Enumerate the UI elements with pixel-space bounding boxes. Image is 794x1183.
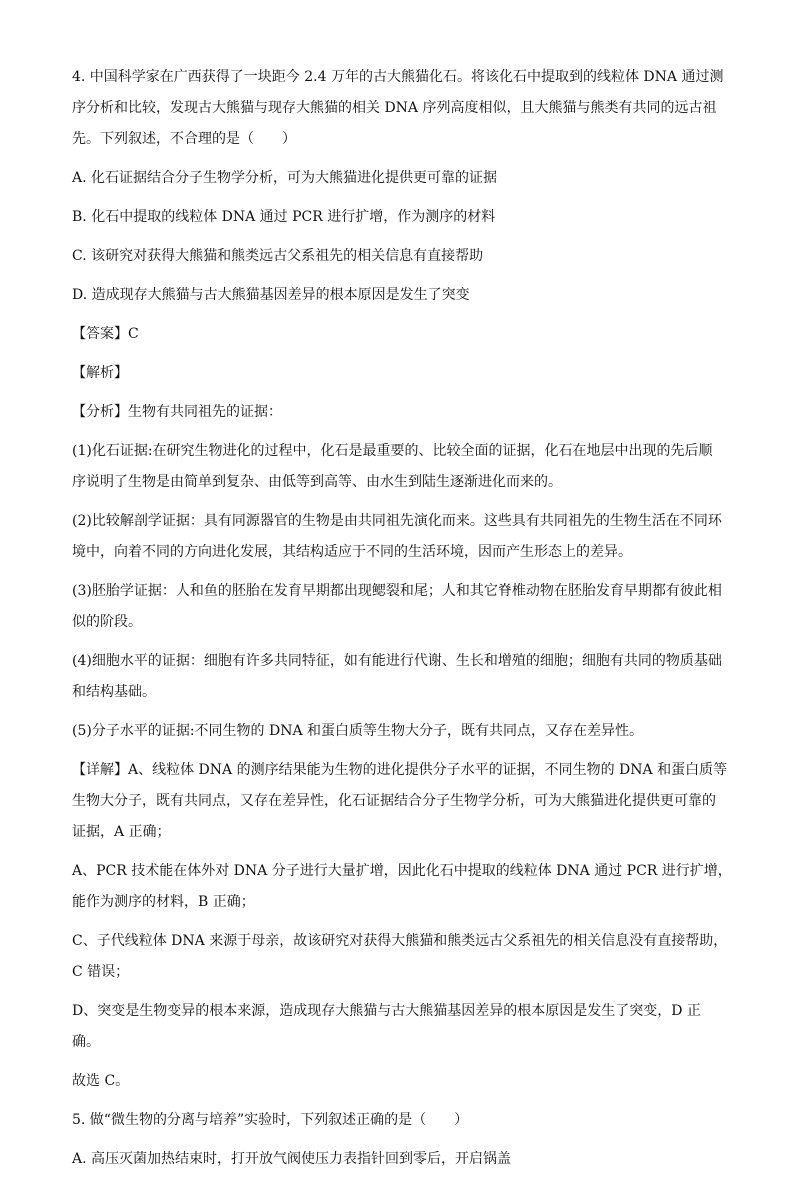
analysis-line: (2)比较解剖学证据：具有同源器官的生物是由共同祖先演化而来。这些具有共同祖先的生物生活在不同环 (72, 513, 722, 529)
detail-c (72, 926, 728, 988)
analysis-point-2 (72, 506, 724, 568)
analysis-line: (1)化石证据:在研究生物进化的过程中，化石是最重要的、比较全面的证据，化石在地层中出现的先后顺 (72, 443, 713, 459)
detail-block (72, 755, 732, 1097)
question-4-option-d: D. 造成现存大熊猫与古大熊猫基因差异的根本原因是发生了突变 (72, 287, 470, 303)
analysis-line: (4)细胞水平的证据：细胞有许多共同特征，如有能进行代谢、生长和增殖的细胞；细胞有共同的物质基础 (72, 653, 722, 669)
detail-line: 生物大分子，既有共同点，又存在差异性，化石证据结合分子生物学分析，可为大熊猫进化提供更可靠的 (72, 793, 716, 809)
question-4-stem-line: 序分析和比较，发现古大熊猫与现存大熊猫的相关 DNA 序列高度相似，且大熊猫与熊类有共同的远古祖 (72, 100, 717, 116)
detail-a (72, 755, 728, 848)
page-content (72, 62, 732, 1183)
detail-d (72, 996, 724, 1058)
question-5-stem: 5. 做“微生物的分离与培养”实验时，下列叙述正确的是（ ） (72, 1112, 469, 1128)
analysis-heading: 【解析】 (72, 365, 128, 381)
detail-line: C 错误； (72, 964, 130, 980)
detail-line: 能作为测序的材料，B 正确； (72, 894, 255, 910)
detail-line: 确。 (72, 1034, 100, 1050)
detail-line: D、突变是生物变异的根本来源，造成现存大熊猫与古大熊猫基因差异的根本原因是发生了突变，D 正 (72, 1003, 701, 1019)
detail-line: 【详解】A、线粒体 DNA 的测序结果能为生物的进化提供分子水平的证据，不同生物的 DNA 和蛋白质等 (72, 762, 728, 778)
question-4-option-a: A. 化石证据结合分子生物学分析，可为大熊猫进化提供更可靠的证据 (72, 170, 498, 186)
question-4-stem-line: 先。下列叙述，不合理的是（ ） (72, 131, 296, 147)
analysis-line: 境中，向着不同的方向进化发展，其结构适应于不同的生活环境，因而产生形态上的差异。 (72, 544, 632, 560)
analysis-point-1 (72, 436, 724, 498)
question-4-option-c: C. 该研究对获得大熊猫和熊类远古父系祖先的相关信息有直接帮助 (72, 248, 484, 264)
question-4-stem-line: 4. 中国科学家在广西获得了一块距今 2.4 万年的古大熊猫化石。将该化石中提取到的线粒体 DNA 通过测 (72, 69, 724, 85)
analysis-intro: 【分析】生物有共同祖先的证据： (72, 404, 282, 420)
question-4-options (72, 163, 724, 311)
analysis-line: 序说明了生物是由简单到复杂、由低等到高等、由水生到陆生逐渐进化而来的。 (72, 474, 562, 490)
analysis-point-3 (72, 576, 724, 638)
analysis-line: 似的阶段。 (72, 614, 142, 630)
analysis-block (72, 397, 724, 747)
detail-conclusion: 故选 C。 (72, 1073, 130, 1089)
analysis-line: 和结构基础。 (72, 684, 156, 700)
analysis-point-4 (72, 646, 724, 708)
question-4-option-b: B. 化石中提取的线粒体 DNA 通过 PCR 进行扩增，作为测序的材料 (72, 209, 496, 225)
detail-line: C、子代线粒体 DNA 来源于母亲，故该研究对获得大熊猫和熊类远古父系祖先的相关信息没有直接帮助， (72, 933, 728, 949)
detail-b (72, 856, 732, 918)
analysis-point-5: (5)分子水平的证据:不同生物的 DNA 和蛋白质等生物大分子，既有共同点，又存在差异性。 (72, 723, 644, 739)
analysis-line: (3)胚胎学证据：人和鱼的胚胎在发育早期都出现鳃裂和尾；人和其它脊椎动物在胚胎发育早期都有彼此相 (72, 583, 722, 599)
answer-line: 【答案】C (72, 326, 139, 342)
question-4-stem (72, 62, 724, 155)
question-5-option-a: A. 高压灭菌加热结束时，打开放气阀使压力表指针回到零后，开启锅盖 (72, 1151, 512, 1167)
detail-line: 证据，A 正确； (72, 824, 171, 840)
detail-line: A、PCR 技术能在体外对 DNA 分子进行大量扩增，因此化石中提取的线粒体 DNA 通过 PCR 进行扩增， (72, 863, 732, 879)
